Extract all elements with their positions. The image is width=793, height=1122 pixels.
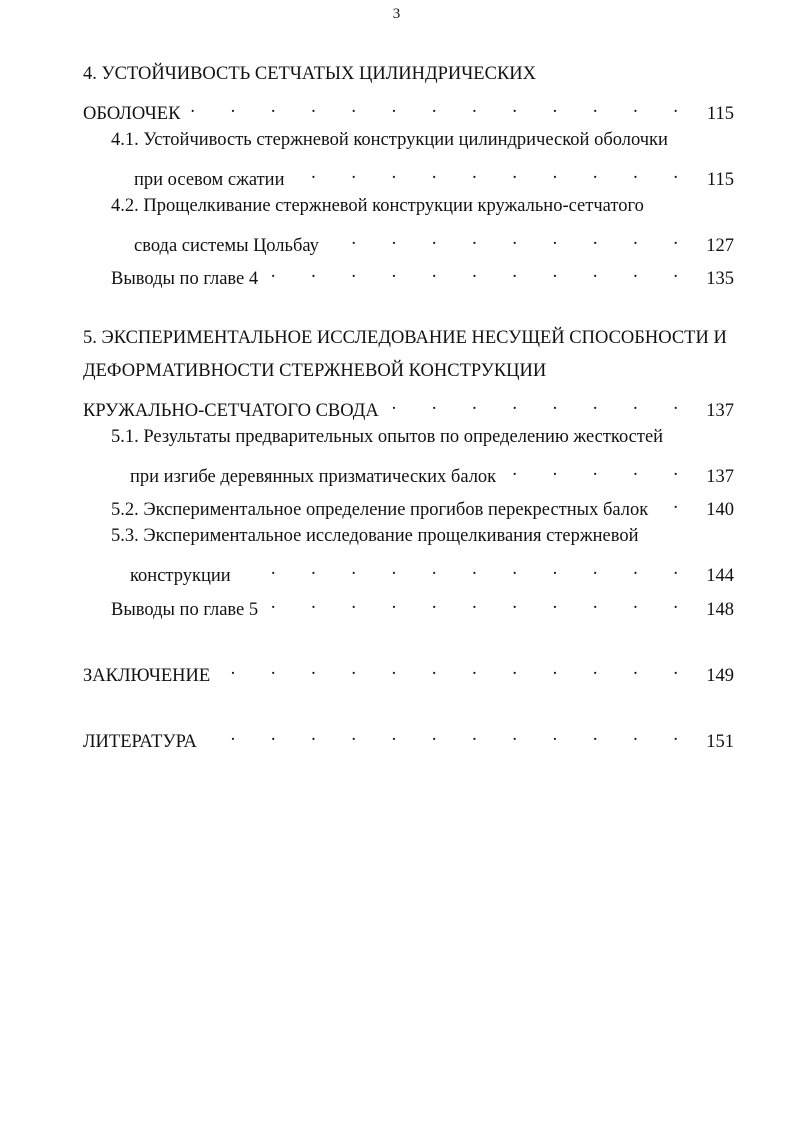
toc-section-5-3: [111, 524, 734, 548]
toc-page-number: 135: [706, 269, 734, 289]
dot-leader: [220, 657, 690, 681]
toc-chapter-4-entry: [83, 95, 734, 124]
dot-leader: [506, 458, 690, 482]
toc-section-title-cont: конструкции: [130, 566, 231, 586]
dot-leader: [658, 491, 690, 515]
toc-conclusions-5: [111, 591, 734, 620]
page-number: 3: [392, 6, 401, 22]
toc-literature-title: ЛИТЕРАТУРА: [83, 732, 197, 752]
toc-section-5-2: [111, 491, 734, 520]
toc-conclusions-title: Выводы по главе 4: [111, 269, 259, 289]
toc-section-4-1: [111, 128, 734, 152]
toc-chapter-4-title-line1: 4. УСТОЙЧИВОСТЬ СЕТЧАТЫХ ЦИЛИНДРИЧЕСКИХ: [83, 64, 537, 84]
toc-page-number: 144: [706, 566, 734, 586]
toc-section-title-cont: при изгибе деревянных призматических балок: [130, 467, 497, 487]
toc-section-title: 5.1. Результаты предварительных опытов по определению жесткостей: [111, 427, 664, 447]
toc-section-title-cont: свода системы Цольбау: [134, 236, 319, 256]
toc-chapter-5-title-line1: 5. ЭКСПЕРИМЕНТАЛЬНОЕ ИССЛЕДОВАНИЕ НЕСУЩЕЙ СПОСОБНОСТИ И: [83, 328, 727, 348]
dot-leader: [241, 557, 690, 581]
toc-section-5-1-cont: [130, 458, 734, 487]
toc-chapter-5-entry: [83, 392, 734, 421]
dot-leader: [190, 95, 690, 119]
toc-section-title-cont: при осевом сжатии: [134, 170, 285, 190]
toc-section-5-3-cont: [130, 557, 734, 586]
toc-page-number: 148: [706, 600, 734, 620]
toc-page-number: 137: [706, 401, 734, 421]
toc-chapter-5-title-line2: ДЕФОРМАТИВНОСТИ СТЕРЖНЕВОЙ КОНСТРУКЦИИ: [83, 361, 547, 381]
toc-page-number: 151: [706, 732, 734, 752]
toc-section-5-1: [111, 425, 734, 449]
toc-chapter-5-title: [83, 326, 734, 350]
dot-leader: [389, 392, 690, 416]
dot-leader: [268, 591, 690, 615]
toc-conclusion-title: ЗАКЛЮЧЕНИЕ: [83, 666, 211, 686]
dot-leader: [207, 723, 690, 747]
toc-section-title: 4.1. Устойчивость стержневой конструкции цилиндрической оболочки: [111, 130, 668, 150]
dot-leader: [294, 161, 690, 185]
toc-literature: [83, 723, 734, 752]
toc-section-4-1-cont: [134, 161, 734, 190]
toc-page-number: 127: [706, 236, 734, 256]
toc-page-number: 149: [706, 666, 734, 686]
toc-page-number: 115: [706, 104, 734, 124]
toc-chapter-4-title: [83, 62, 734, 86]
toc-conclusions-4: [111, 260, 734, 289]
dot-leader: [268, 260, 690, 284]
dot-leader: [329, 227, 690, 251]
toc-section-4-2: [111, 194, 734, 218]
toc-conclusions-title: Выводы по главе 5: [111, 600, 259, 620]
toc-section-title: 4.2. Прощелкивание стержневой конструкции кружально-сетчатого: [111, 196, 644, 216]
toc-section-4-2-cont: [134, 227, 734, 256]
toc-chapter-5-title-line3: КРУЖАЛЬНО-СЕТЧАТОГО СВОДА: [83, 401, 379, 421]
toc-conclusion: [83, 657, 734, 686]
toc-page-number: 140: [706, 500, 734, 520]
toc-section-title: 5.2. Экспериментальное определение прогибов перекрестных балок: [111, 500, 649, 520]
toc-page-number: 137: [706, 467, 734, 487]
toc-chapter-5-title-2: [83, 359, 734, 383]
toc-chapter-4-title-line2: ОБОЛОЧЕК: [83, 104, 181, 124]
toc-page-number: 115: [706, 170, 734, 190]
toc-section-title: 5.3. Экспериментальное исследование прощелкивания стержневой: [111, 526, 639, 546]
